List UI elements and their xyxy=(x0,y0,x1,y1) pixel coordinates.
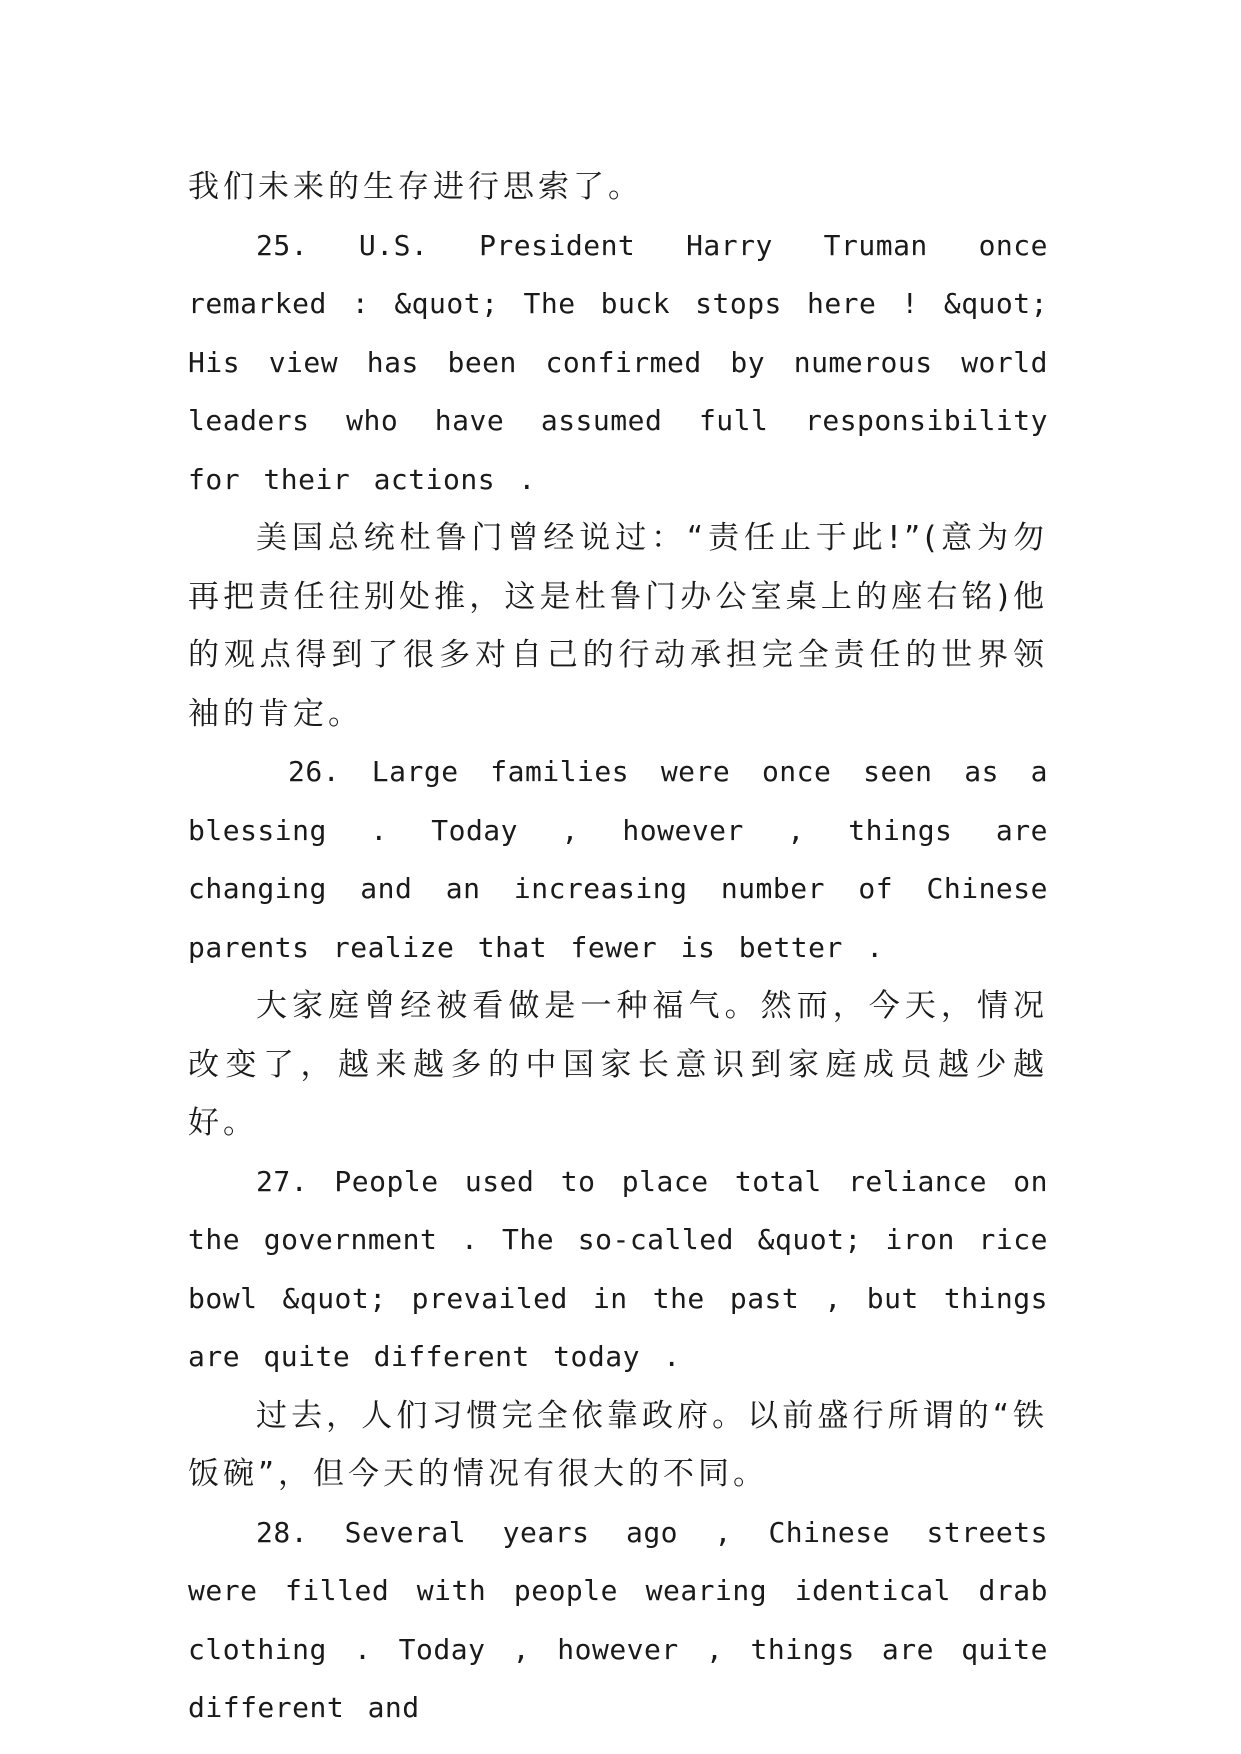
document-body xyxy=(188,158,1048,1738)
paragraph-26-chinese: 大家庭曾经被看做是一种福气。然而，今天，情况改变了，越来越多的中国家长意识到家庭成员越少越好。 xyxy=(188,988,1048,1141)
paragraph-28-english: 28. Several years ago , Chinese streets were filled with people wearing identical drab clothing . Today , however , things are quite different and xyxy=(188,1515,1048,1724)
paragraph-25-english: 25. U.S. President Harry Truman once remarked : &quot; The buck stops here ! &quot; His view has been confirmed by numerous world leaders who have assumed full responsibility for their actions . xyxy=(188,228,1048,496)
paragraph-continuation: 我们未来的生存进行思索了。 xyxy=(188,169,643,205)
paragraph-26-english: 26. Large families were once seen as a blessing . Today , however , things are changing and an increasing number of Chinese parents realize that fewer is better . xyxy=(188,755,1048,964)
paragraph-27-english: 27. People used to place total reliance on the government . The so-called &quot; iron rice bowl &quot; prevailed in the past , but things are quite different today . xyxy=(188,1164,1048,1373)
paragraph-25-chinese: 美国总统杜鲁门曾经说过：“责任止于此!”(意为勿再把责任往别处推，这是杜鲁门办公室桌上的座右铭)他的观点得到了很多对自己的行动承担完全责任的世界领袖的肯定。 xyxy=(188,520,1048,732)
paragraph-27-chinese: 过去，人们习惯完全依靠政府。以前盛行所谓的“铁饭碗”，但今天的情况有很大的不同。 xyxy=(188,1397,1048,1492)
